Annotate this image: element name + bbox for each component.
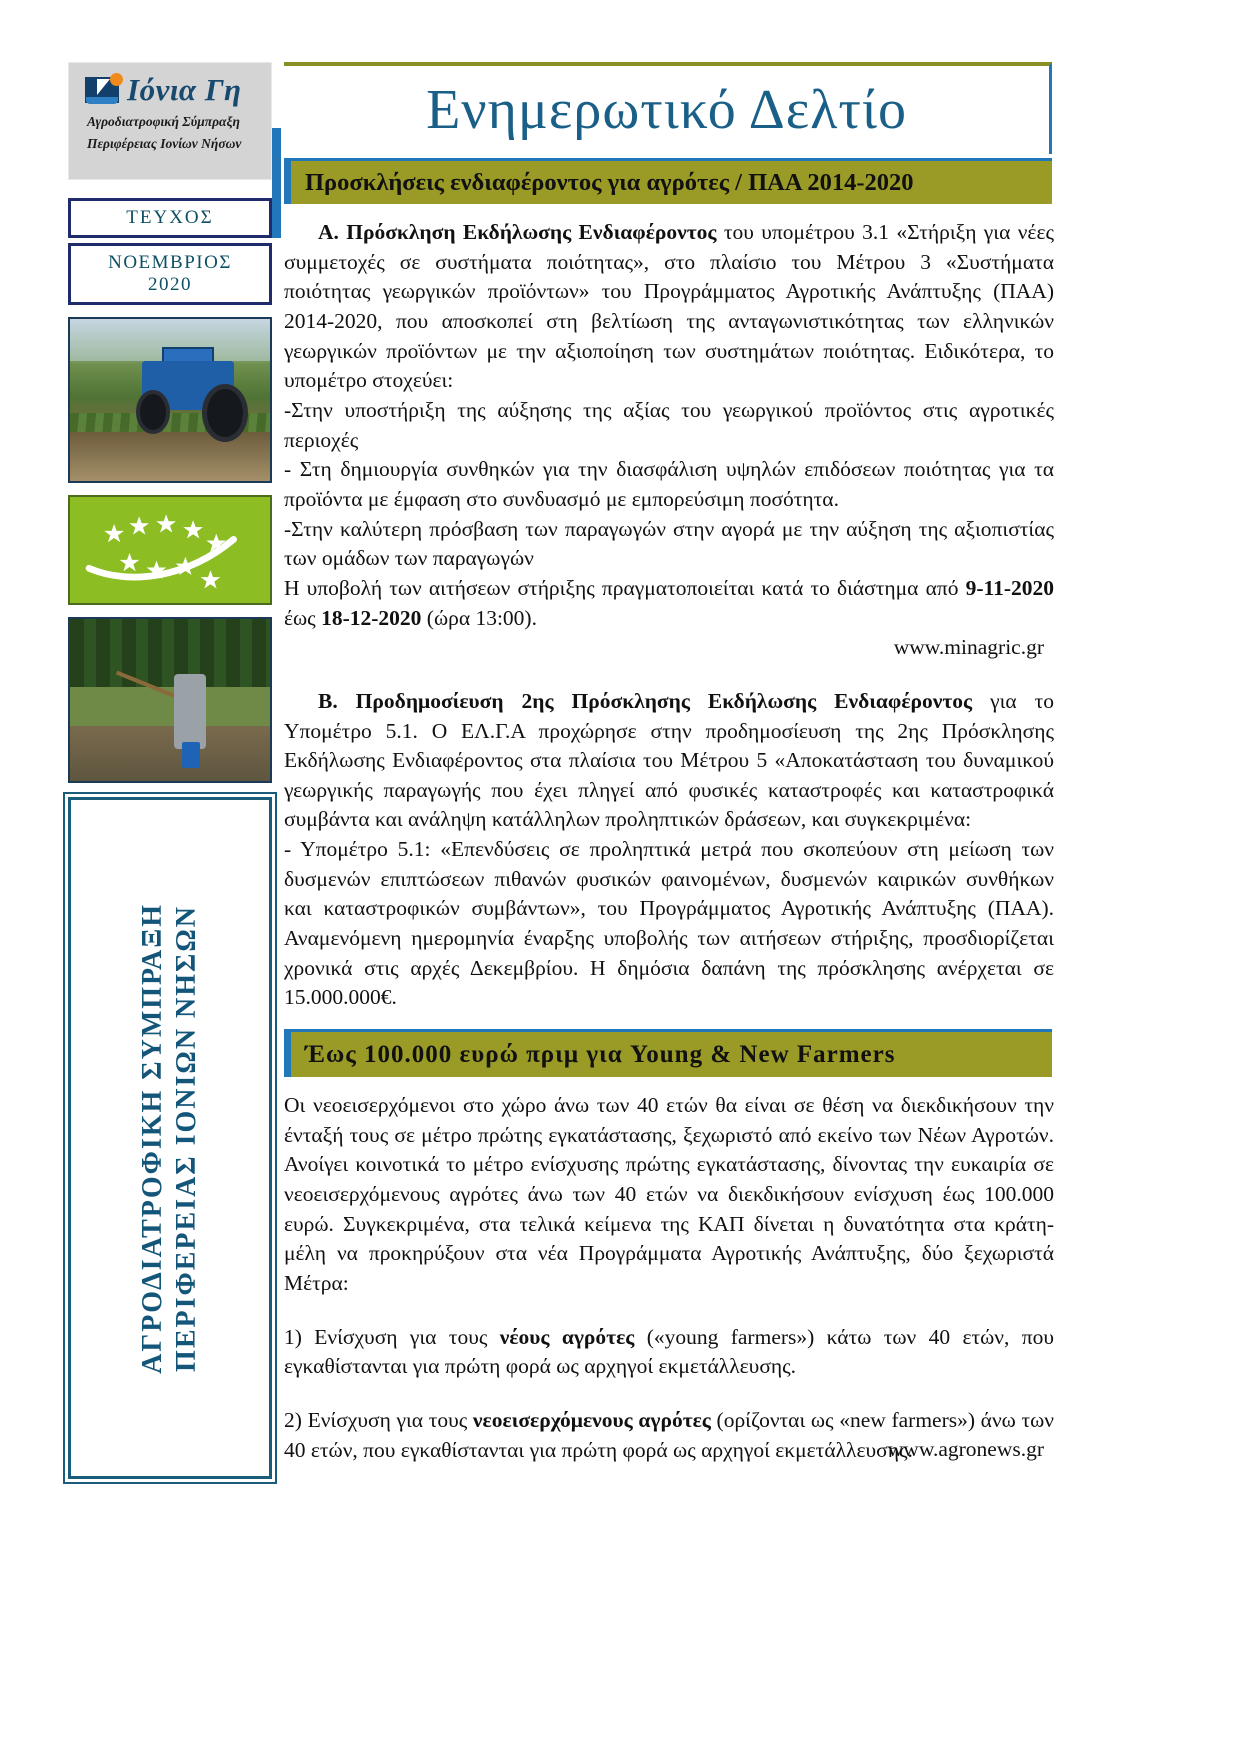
list-gap-2 [284, 1382, 1054, 1406]
organization-vertical-title [68, 797, 272, 1479]
logo-row [85, 73, 263, 105]
item2-bold: νεοεισερχόμενους αγρότες [472, 1407, 711, 1432]
issue-label: ΤΕΥΧΟΣ [126, 207, 214, 228]
item1-post: («young farmers») κάτω των 40 ετών, που εγκαθίστανται για πρώτη φορά ως αρχηγοί εκμετάλλευσης. [284, 1324, 1054, 1379]
section-a-body: του υπομέτρου 3.1 «Στήριξη για νέες συμμετοχές σε συστήματα ποιότητας», στο πλαίσιο του Μέτρου 3 «Συστήματα ποιότητας γεωργικών προϊόντων» του Προγράμματος Αγροτικής Ανάπτυξης (ΠΑΑ) 2014-2020, που αποσκοπεί στη βελτίωση της ανταγωνιστικότητας των ελληνικών γεωργικών προϊόντων με την αξιοποίηση των συστημάτων ποιότητας. Ειδικότερα, το υπομέτρο στοχεύει: [284, 220, 1054, 393]
issue-year: 2020 [148, 274, 192, 295]
item1-pre: 1) Ενίσχυση για τους [284, 1324, 500, 1349]
logo-subtitle-line2: Περιφέρειας Ιονίων Νήσων [87, 135, 242, 151]
photo-farmer-with-hoe [68, 617, 272, 783]
masthead [284, 62, 1052, 154]
section-b-submeasure: - Υπομέτρο 5.1: «Επενδύσεις σε προληπτικά μετρά που σκοπεύουν στη μείωση των δυσμενών επιπτώσεων πιθανών φυσικών φαινομένων, δυσμενών καιρικών συνθήκων και καταστροφικών συμβάντων», του Προγράμματος Αγροτικής Ανάπτυξης (ΠΑΑ). Αναμενόμενη ημερομηνία έναρξης υποβολής των αιτήσεων στήριξης, προσδιορίζεται χρονικά στις αρχές Δεκεμβρίου. Η δημόσια δαπάνη της πρόσκλησης ανέρχεται σε 15.000.000€. [284, 837, 1054, 1010]
article-section-a [284, 218, 1054, 1013]
section-a-bullet-3: -Στην καλύτερη πρόσβαση των παραγωγών στην αγορά με την αύξηση της αξιοπιστίας των ομάδων των παραγωγών [284, 516, 1054, 571]
organization-logo [68, 62, 272, 180]
left-sidebar [68, 62, 272, 1479]
section-b-body: για το Υπομέτρο 5.1. Ο ΕΛ.Γ.Α προχώρησε στην προδημοσίευση της 2ης Πρόσκλησης Εκδήλωσης Ενδιαφέροντος στα πλαίσια του Μέτρου 5 «Αποκατάσταση του δυναμικού γεωργικής παραγωγής που έχει πληγεί από φυσικές καταστροφές και καταστροφικά συμβάντα και ανάληψη κατάλληλων προληπτικών δράσεων, και συγκεκριμένα: [284, 688, 1054, 832]
minagric-url[interactable]: www.minagric.gr [893, 635, 1044, 660]
item2-post: (ορίζονται ως «new farmers») άνω των 40 ετών, που εγκαθίστανται για πρώτη φορά ως αρχηγοί εκμετάλλευσης. [284, 1407, 1054, 1462]
article-section-c [284, 1091, 1054, 1465]
main-content [272, 62, 1172, 1465]
section-a-bullet-1: -Στην υποστήριξη της αύξησης της αξίας του γεωργικού προϊόντος στις αγροτικές περιοχές [284, 397, 1054, 452]
deadline-lead: Η υποβολή των αιτήσεων στήριξης πραγματοποιείται κατά το διάστημα από [284, 575, 966, 600]
page-title: Ενημερωτικό Δελτίο [426, 79, 907, 141]
issue-date-box [68, 243, 272, 305]
deadline-between: έως [284, 605, 322, 630]
section-banner-young-farmers [284, 1029, 1052, 1077]
logo-name: Ιόνια Γη [127, 71, 242, 107]
section-c-item-1 [284, 1323, 1054, 1382]
section-a-lead: Α. Πρόσκληση Εκδήλωσης Ενδιαφέροντος [318, 220, 717, 244]
vertical-title-line1: ΑΓΡΟΔΙΑΤΡΟΦΙΚΗ ΣΥΜΠΡΑΞΗ [137, 902, 168, 1374]
section-c-intro: Οι νεοεισερχόμενοι στο χώρο άνω των 40 ετών θα είναι σε θέση να διεκδικήσουν την ένταξή τους σε μέτρο πρώτης εγκατάστασης, ξεχωριστό από εκείνο των Νέων Αγροτών. Ανοίγει κοινοτικά το μέτρο ενίσχυσης πρώτης εγκατάστασης, δίνοντας την ευκαιρία σε νεοεισερχόμενους αγρότες άνω των 40 ετών να διεκδικήσουν ενίσχυση έως 100.000 ευρώ. Συγκεκριμένα, στα τελικά κείμενα της ΚΑΠ δίνεται η δυνατότητα στα κράτη-μέλη να προκηρύξουν στα νέα Προγράμματα Αγροτικής Ανάπτυξης, δύο ξεχωριστά Μέτρα: [284, 1093, 1054, 1295]
deadline-tail: (ώρα 13:00). [421, 605, 537, 630]
deadline-from: 9-11-2020 [965, 575, 1054, 600]
section-a-url-line [284, 633, 1054, 663]
section-a-paragraph [284, 218, 1054, 396]
blue-accent-bar [272, 128, 281, 238]
section-b-paragraph [284, 687, 1054, 835]
issue-label-box [68, 198, 272, 238]
list-gap-1 [284, 1299, 1054, 1323]
item1-bold: νέους αγρότες [499, 1324, 635, 1349]
eu-organic-leaf-logo [68, 495, 272, 605]
section-b-lead: Β. Προδημοσίευση 2ης Πρόσκλησης Εκδήλωσης Ενδιαφέροντος [318, 688, 973, 713]
section-a-deadline [284, 574, 1054, 633]
ionian-earth-logo-icon [85, 73, 121, 105]
issue-month: ΝΟΕΜΒΡΙΟΣ [108, 252, 232, 274]
eu-organic-leaf-icon [70, 497, 270, 603]
item2-pre: 2) Ενίσχυση για τους [284, 1407, 473, 1432]
logo-subtitle-line1: Αγροδιατροφική Σύμπραξη [87, 114, 240, 129]
banner-invitations-text: Προσκλήσεις ενδιαφέροντος για αγρότες / ΠΑΑ 2014-2020 [305, 168, 914, 196]
section-banner-invitations [284, 158, 1052, 204]
section-gap [284, 663, 1054, 687]
photo-tractor-in-field [68, 317, 272, 483]
vertical-title-line2: ΠΕΡΙΦΕΡΕΙΑΣ ΙΟΝΙΩΝ ΝΗΣΩΝ [171, 904, 202, 1372]
section-a-bullet-2: - Στη δημιουργία συνθηκών για την διασφάλιση υψηλών επιδόσεων ποιότητας για τα προϊόντα με έμφαση στο συνδυασμό με εμπορεύσιμη ποσότητα. [284, 457, 1054, 511]
agronews-url[interactable]: www.agronews.gr [887, 1437, 1044, 1462]
deadline-to: 18-12-2020 [321, 605, 422, 630]
banner-young-farmers-text: Έως 100.000 ευρώ πριμ για Young & New Farmers [305, 1040, 896, 1068]
